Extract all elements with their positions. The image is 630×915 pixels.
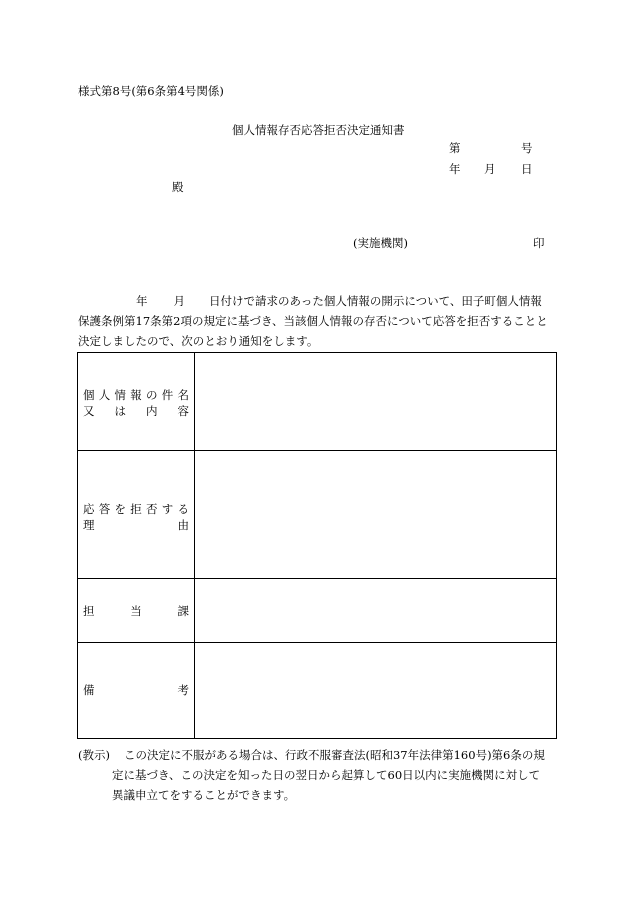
- implementing-agency-label: (実施機関): [353, 236, 408, 250]
- label-cell: [78, 643, 195, 738]
- body-year-label: 年: [136, 294, 148, 308]
- note-line-3: 異議申立てをすることができます。: [112, 788, 296, 802]
- document-number-suffix: 号: [521, 141, 533, 155]
- note-line-1-text: この決定に不服がある場合は、行政不服審査法(昭和37年法律第160号)第6条の規: [124, 748, 545, 762]
- document-title: 個人情報存否応答拒否決定通知書: [232, 123, 405, 137]
- label-cell: [78, 353, 195, 450]
- document-number-prefix: 第: [449, 141, 461, 155]
- body-month-label: 月: [173, 294, 185, 308]
- note-line-1: [78, 745, 568, 765]
- body-line-1-text: 日付けで請求のあった個人情報の開示について、田子町個人情報: [209, 294, 542, 308]
- label-line-1: 応 答 を 拒 否 す る: [83, 502, 189, 516]
- table-row-personal-info-subject: [78, 353, 556, 450]
- refusal-reason-field[interactable]: [195, 451, 556, 578]
- label-line-2: 又 は 内 容: [83, 404, 189, 418]
- notice-body-line-3: 決定しましたので、次のとおり通知をします。: [78, 334, 319, 348]
- department-field[interactable]: [195, 579, 556, 642]
- label-line-1: 個 人 情 報 の 件 名: [83, 388, 189, 402]
- notice-body-line-1: [78, 291, 558, 311]
- decision-details-table: [77, 352, 557, 739]
- addressee-suffix: 殿: [172, 180, 184, 194]
- table-row-remarks: [78, 642, 556, 738]
- notice-body: [78, 291, 558, 351]
- label-line-1: 担 当 課: [83, 604, 189, 618]
- notice-body-line-2: 保護条例第17条第2項の規定に基づき、当該個人情報の存否について応答を拒否することと: [78, 314, 548, 328]
- table-row-department: [78, 578, 556, 642]
- note-line-2: 定に基づき、この決定を知った日の翌日から起算して60日以内に実施機関に対して: [112, 768, 541, 782]
- label-cell: [78, 579, 195, 642]
- table-row-refusal-reason: [78, 450, 556, 578]
- label-line-1: 備 考: [83, 683, 189, 697]
- label-cell: [78, 451, 195, 578]
- seal-mark: 印: [533, 236, 545, 250]
- date-day-label: 日: [521, 162, 533, 176]
- personal-info-subject-field[interactable]: [195, 353, 556, 450]
- remarks-field[interactable]: [195, 643, 556, 738]
- date-month-label: 月: [484, 162, 496, 176]
- appeal-instruction-note: [78, 745, 568, 805]
- date-year-label: 年: [449, 162, 461, 176]
- note-tag: (教示): [78, 748, 110, 762]
- label-line-2: 理 由: [83, 518, 189, 532]
- form-number: 様式第8号(第6条第4号関係): [78, 84, 224, 98]
